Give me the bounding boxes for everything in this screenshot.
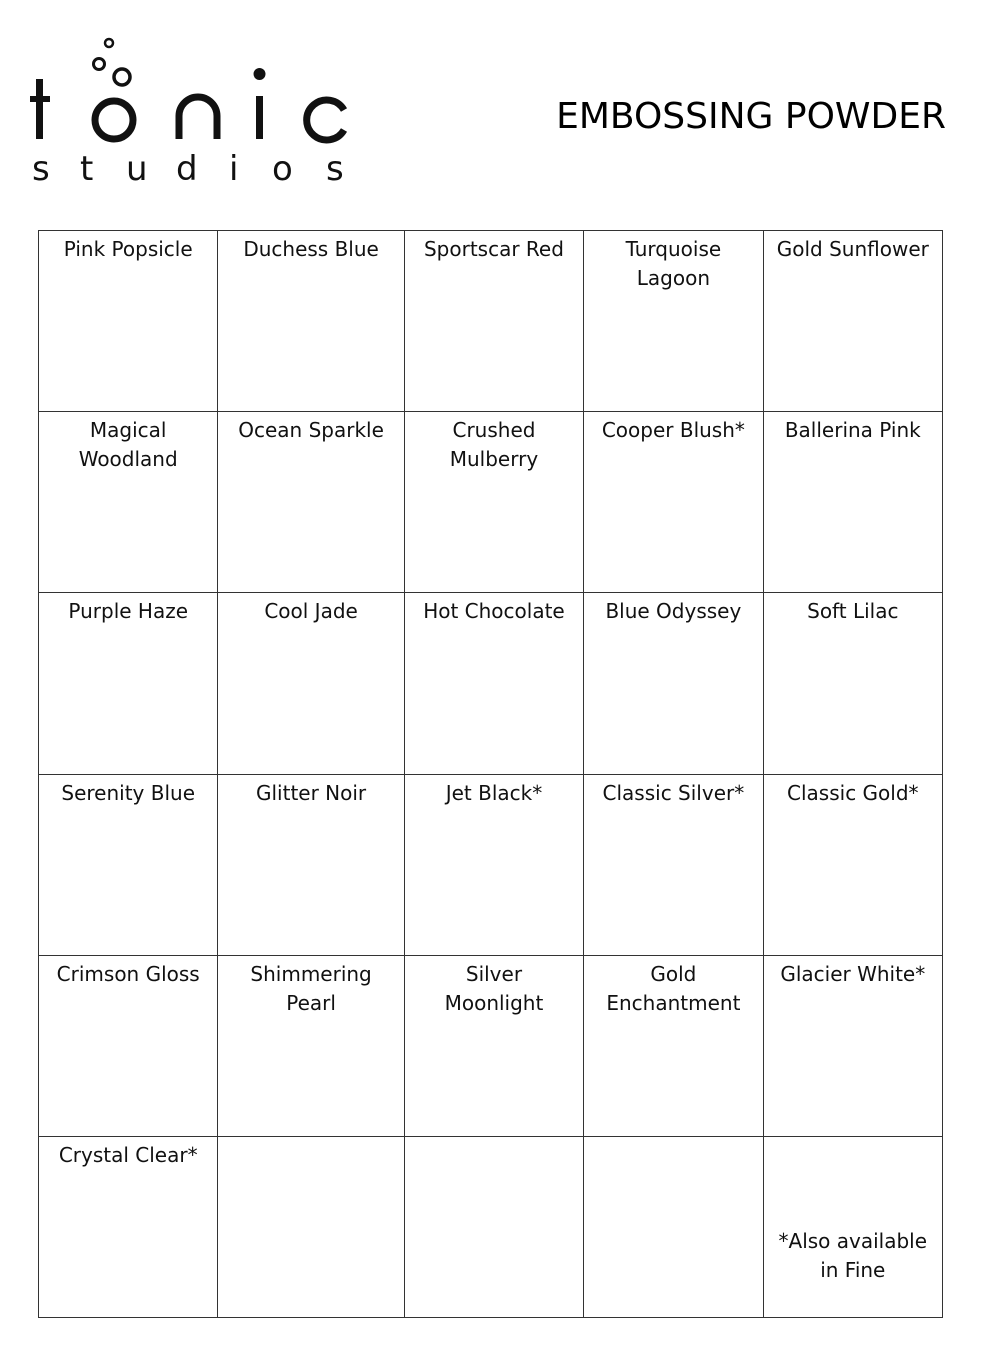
swatch-cell	[405, 593, 584, 774]
swatch-cell	[218, 593, 404, 774]
svg-text:o: o	[272, 149, 293, 189]
swatch-label: Sportscar Red	[423, 237, 564, 261]
swatch-label: Gold Enchantment	[606, 961, 741, 1015]
swatch-label: Serenity Blue	[61, 780, 196, 805]
swatch-cell	[584, 1137, 763, 1318]
swatch-label: Crimson Gloss	[56, 961, 200, 986]
swatch-label: Gold Sunflower	[776, 237, 929, 261]
swatch-cell	[584, 956, 763, 1137]
swatch-cell	[39, 956, 218, 1137]
swatch-label: Shimmering Pearl	[250, 961, 372, 1015]
swatch-cell	[764, 231, 943, 412]
swatch-cell	[405, 1137, 584, 1318]
swatch-label: Crystal Clear*	[58, 1142, 198, 1167]
swatch-cell	[39, 231, 218, 412]
swatch-label: Soft Lilac	[807, 599, 899, 624]
swatch-cell	[405, 956, 584, 1137]
svg-text:d: d	[176, 149, 198, 189]
svg-text:s: s	[32, 149, 50, 189]
swatch-label: Glacier White*	[780, 961, 926, 986]
swatch-cell	[405, 775, 584, 956]
swatch-cell	[584, 231, 763, 412]
swatch-cell	[764, 956, 943, 1137]
swatch-label: Cooper Blush*	[601, 418, 745, 443]
swatch-cell	[39, 412, 218, 593]
page-title: EMBOSSING POWDER	[556, 96, 946, 137]
svg-text:i: i	[229, 149, 239, 189]
fine-availability-note: *Also available in Fine	[778, 1229, 928, 1282]
swatch-label: Ocean Sparkle	[238, 418, 384, 443]
swatch-cell	[764, 412, 943, 593]
svg-text:s: s	[326, 149, 344, 189]
swatch-grid	[38, 230, 943, 1318]
swatch-cell	[584, 593, 763, 774]
swatch-label: Jet Black*	[445, 780, 543, 805]
swatch-label: Duchess Blue	[243, 237, 379, 261]
swatch-label: Purple Haze	[68, 599, 189, 624]
svg-text:u: u	[126, 149, 148, 189]
swatch-cell	[584, 775, 763, 956]
swatch-label: Classic Gold*	[787, 780, 919, 805]
swatch-cell	[218, 231, 404, 412]
swatch-label: Pink Popsicle	[63, 237, 193, 261]
swatch-cell	[39, 593, 218, 774]
swatch-cell	[218, 1137, 404, 1318]
swatch-label: Turquoise Lagoon	[625, 237, 722, 290]
swatch-cell	[39, 775, 218, 956]
swatch-cell	[218, 775, 404, 956]
swatch-label: Magical Woodland	[78, 418, 178, 472]
swatch-label: Silver Moonlight	[444, 961, 544, 1015]
swatch-label: Hot Chocolate	[423, 599, 565, 624]
swatch-label: Blue Odyssey	[605, 599, 742, 624]
swatch-cell	[39, 1137, 218, 1318]
swatch-label: Classic Silver*	[602, 780, 745, 805]
swatch-cell	[764, 1137, 943, 1318]
swatch-cell	[218, 412, 404, 593]
swatch-cell	[764, 593, 943, 774]
swatch-label: Glitter Noir	[256, 780, 367, 805]
swatch-cell	[218, 956, 404, 1137]
tonic-studios-logo	[26, 34, 356, 189]
swatch-label: Crushed Mulberry	[449, 418, 539, 472]
swatch-label: Cool Jade	[264, 599, 358, 624]
swatch-label: Ballerina Pink	[784, 418, 921, 443]
swatch-cell	[764, 775, 943, 956]
swatch-cell	[405, 231, 584, 412]
svg-text:t: t	[80, 149, 94, 189]
swatch-cell	[584, 412, 763, 593]
swatch-cell	[405, 412, 584, 593]
